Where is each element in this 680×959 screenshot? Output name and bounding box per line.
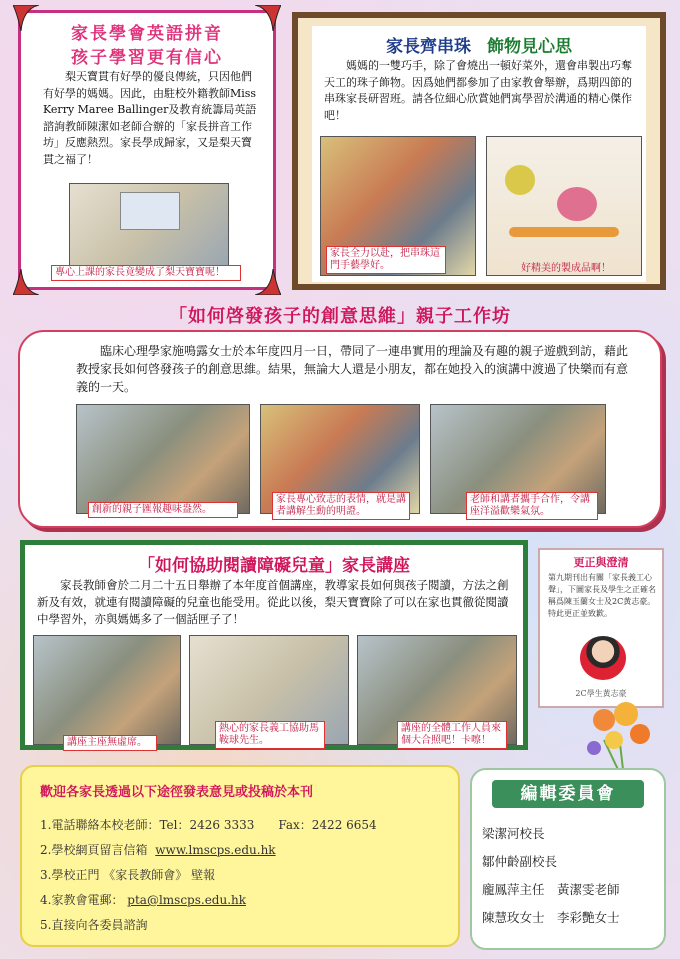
editorial-members	[482, 820, 662, 932]
contact-list	[40, 813, 460, 938]
beads-title-a: 家長齊串珠	[386, 37, 472, 57]
beads-title	[312, 32, 646, 57]
contact-item-board: 3.學校正門 《家長教師會》 壁報	[40, 868, 216, 882]
correction-section	[538, 548, 664, 708]
english-caption: 專心上課的家長竟變成了梨天寶寶呢！	[51, 265, 241, 281]
contact-heading: 歡迎各家長透過以下途徑發表意見或投稿於本刊	[40, 785, 314, 800]
corner-ornament-icon	[13, 269, 39, 295]
creative-body: 臨床心理學家施鳴露女士於本年度四月一日，帶同了一連串實用的理論及有趣的親子遊戲到訪，藉此教授家長如何啓發孩子的創意思維。結果，無論大人還是小朋友，都在她投入的演講中渡過了快樂而有意義的一天。	[76, 344, 629, 394]
correction-photo-label: 2C學生黃志豪	[575, 689, 627, 698]
reading-caption-2: 熱心的家長義工協助馬鞍球先生。	[215, 721, 325, 749]
corner-ornament-icon	[255, 269, 281, 295]
email-link[interactable]: pta@lmscps.edu.hk	[127, 893, 247, 907]
editorial-member-1: 梁潔河校長	[482, 826, 545, 841]
reading-caption-3: 講座的全體工作人員來個大合照吧！卡嚓！	[397, 721, 507, 749]
student-photo	[580, 636, 626, 680]
creative-section	[18, 330, 662, 528]
website-link[interactable]: www.lmscps.edu.hk	[155, 843, 276, 857]
reading-body: 家長教師會於二月二十五日舉辦了本年度首個講座，教導家長如何與孩子閱讀，方法之創新及有效，就連有閱讀障礙的兒童也能受用。從此以後，梨天寶寶除了可以在家也貫徹從閱讀中學習外，亦與媽媽多了一個話匣子了！	[37, 578, 509, 626]
correction-body: 第九期刊出有關「家長義工心聲」，下圖家長及學生之正確名稱爲陳玉蘭女士及2C黃志豪。特此更正並致歉。	[548, 573, 656, 618]
beads-title-b: 飾物見心思	[486, 37, 572, 57]
beads-section	[292, 12, 666, 290]
contact-item-phone: 1.電話聯絡本校老師：Tel：2426 3333 Fax：2422 6654	[40, 818, 377, 832]
beads-caption-2: 好精美的製成品啊！	[521, 263, 611, 274]
english-title-line1: 家長學會英語拼音	[71, 24, 223, 44]
reading-section	[20, 540, 528, 750]
editorial-member-3: 龐鳳萍主任 黃潔雯老師	[482, 882, 620, 897]
contact-item-website-label: 2.學校網頁留言信箱	[40, 843, 148, 857]
editorial-heading: 編輯委員會	[492, 780, 644, 808]
beads-inner	[312, 26, 646, 282]
editorial-member-4: 陳慧玫女士 李彩艷女士	[482, 910, 620, 925]
beads-body: 媽媽的一雙巧手，除了會燒出一頓好菜外，還會串製出巧奪天工的珠子飾物。因爲她們都參加了由家教會舉辦，爲期四節的串珠家長研習班。請各位細心欣賞她們寓學習於溝通的精心傑作吧！	[324, 59, 632, 122]
creative-title-sub: 親子工作坊	[416, 306, 511, 327]
contact-item-email	[40, 888, 460, 913]
creative-caption-2: 家長專心致志的表情，就是講者講解生動的明證。	[272, 492, 410, 520]
creative-caption-3: 老師和講者攜手合作，令講座洋溢歡樂氣氛。	[466, 492, 598, 520]
english-section	[18, 10, 276, 290]
creative-caption-1: 創新的親子匯報趣味盎然。	[88, 502, 238, 518]
beads-photo-2	[486, 136, 642, 276]
english-body: 梨天寶貫有好學的優良傳統，只因他們有好學的媽媽。因此，由駐校外籍教師Miss Kerry Maree Ballinger及教育統籌局英語諮詢教師陳潔如老師合辦的「家長拼音工作坊」反應熱烈。家長學成歸家，又是梨天寶貫之福了！	[43, 70, 257, 166]
contact-item-email-label: 4.家教會電郵：	[40, 893, 124, 907]
english-title-line2: 孩子學習更有信心	[71, 48, 223, 68]
flower-bouquet-icon	[574, 690, 664, 780]
editorial-member-2: 鄒仲齡副校長	[482, 854, 558, 869]
creative-title	[0, 302, 680, 328]
beads-caption-1: 家長全力以赴，把串珠這門手藝學好。	[326, 246, 446, 274]
correction-title: 更正與澄清	[573, 556, 629, 569]
creative-title-main: 「如何啓發孩子的創意思維」	[169, 306, 416, 327]
creative-photo-1	[76, 404, 250, 514]
contact-item-committee: 5.直接向各委員諮詢	[40, 918, 148, 932]
english-class-photo	[69, 183, 229, 269]
contact-section	[20, 765, 460, 947]
reading-photo-1	[33, 635, 181, 745]
reading-caption-1: 講座主座無虛席。	[63, 735, 157, 751]
contact-item-website	[40, 838, 460, 863]
editorial-section	[470, 768, 666, 950]
reading-title: 「如何協助閱讀障礙兒童」家長講座	[138, 556, 410, 576]
